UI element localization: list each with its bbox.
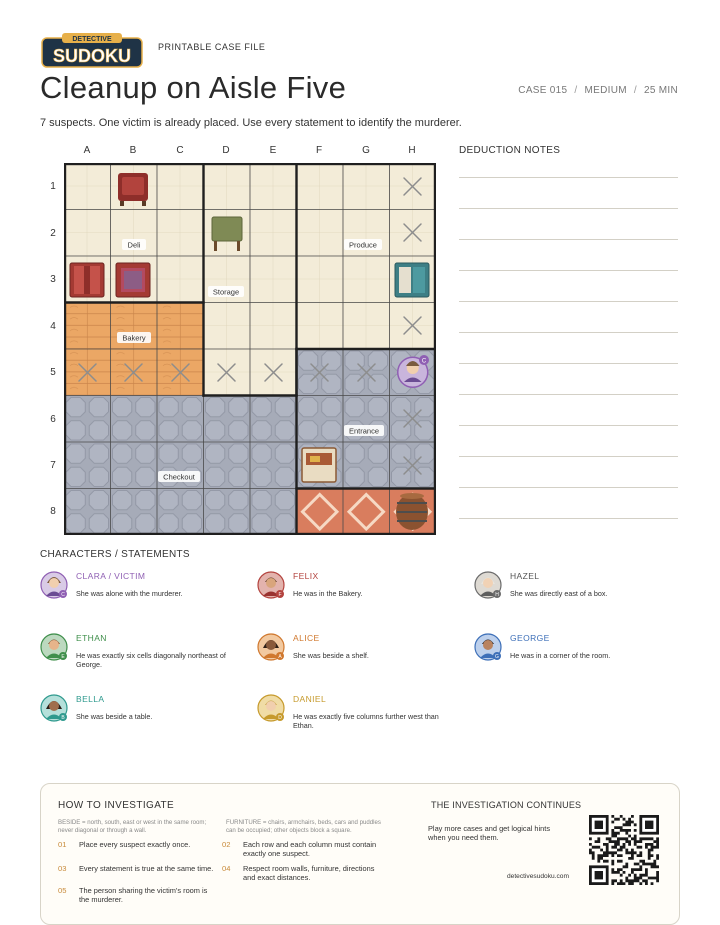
avatar-bella [40, 694, 68, 722]
character-statement: He was exactly six cells diagonally northeast of George. [76, 651, 226, 669]
room-checkout [64, 396, 297, 536]
avatar-badge: A [278, 654, 282, 660]
rule-text: The person sharing the victim's room is the murderer. [79, 886, 208, 904]
character-statement: She was beside a table. [76, 712, 153, 721]
cash-register-f7 [302, 448, 336, 482]
rule-number: 03 [58, 864, 67, 873]
room-label-checkout: Checkout [163, 472, 195, 482]
avatar-clara [40, 571, 68, 599]
character-statement: She was directly east of a box. [510, 589, 608, 598]
note-line[interactable] [459, 363, 678, 364]
row-label: 2 [50, 228, 56, 239]
note-line[interactable] [459, 239, 678, 240]
rule-number: 05 [58, 886, 67, 895]
case-duration: 25 MIN [643, 85, 678, 96]
row-label: 4 [50, 321, 56, 332]
rule-text: Each row and each column must contain exactly one suspect. [243, 840, 377, 858]
note-line[interactable] [459, 456, 678, 457]
continues-text: Play more cases and get logical hints when you need them. [428, 824, 551, 842]
qr-finder [645, 821, 653, 829]
row-label: 3 [50, 274, 56, 285]
character-name: BELLA [76, 694, 105, 704]
note-line[interactable] [459, 394, 678, 395]
avatar-badge: E [61, 654, 65, 660]
rule-text: Respect room walls, furniture, directions and exact distances. [243, 864, 375, 882]
shelf-a3 [70, 263, 104, 297]
column-label: G [362, 145, 370, 156]
room-label-storage: Storage [212, 287, 240, 297]
case-meta [518, 85, 678, 96]
logo-top-text: DETECTIVE [72, 36, 112, 43]
detective-sudoku-logo [40, 33, 144, 69]
room-label-bakery: Bakery [122, 333, 146, 343]
intro-text: 7 suspects. One victim is already placed. Use every statement to identify the murderer. [40, 117, 462, 129]
column-label: B [129, 145, 137, 156]
note-line[interactable] [459, 270, 678, 271]
row-label: 1 [50, 181, 56, 192]
character-statement: He was in the Bakery. [293, 589, 363, 598]
rule-number: 02 [222, 840, 231, 849]
room-label-produce: Produce [349, 240, 377, 250]
victim-badge: C [421, 358, 427, 365]
avatar-badge: C [61, 592, 65, 598]
case-file-label: PRINTABLE CASE FILE [158, 42, 266, 52]
character-statement: She was beside a shelf. [293, 651, 369, 660]
note-line[interactable] [459, 487, 678, 488]
character-name: CLARA / VICTIM [76, 571, 146, 581]
character-name: HAZEL [510, 571, 540, 581]
column-label: A [83, 145, 91, 156]
character-name: FELIX [293, 571, 319, 581]
row-label: 6 [50, 414, 56, 425]
column-label: F [315, 145, 323, 156]
rule-text: Place every suspect exactly once. [79, 840, 191, 849]
room-label-deli: Deli [127, 240, 141, 250]
character-statement: She was alone with the murderer. [76, 589, 183, 598]
logo-main-text: SUDOKU [52, 46, 132, 66]
fridge-h3 [395, 263, 429, 297]
avatar-ethan [40, 633, 68, 661]
qr-code[interactable] [589, 815, 659, 885]
character-name: ALICE [293, 633, 320, 643]
characters-title: CHARACTERS / STATEMENTS [40, 549, 190, 560]
continues-title: THE INVESTIGATION CONTINUES [431, 800, 582, 810]
column-label: C [176, 145, 184, 156]
furniture-definition: FURNITURE = chairs, armchairs, beds, cars and puddles can be occupied; other objects block a square. [226, 819, 381, 834]
avatar-george [474, 633, 502, 661]
beside-definition: BESIDE = north, south, east or west in the same room; never diagonal or through a wall. [58, 819, 207, 834]
meta-separator: / [633, 85, 637, 96]
rule-number: 04 [222, 864, 231, 873]
avatar-badge: D [278, 715, 282, 721]
note-line[interactable] [459, 425, 678, 426]
case-difficulty: MEDIUM [584, 85, 627, 96]
note-line[interactable] [459, 208, 678, 209]
column-label: H [408, 145, 416, 156]
note-line[interactable] [459, 332, 678, 333]
avatar-daniel [257, 694, 285, 722]
column-label: D [222, 145, 230, 156]
case-title: Cleanup on Aisle Five [40, 70, 347, 105]
note-line[interactable] [459, 301, 678, 302]
column-label: E [269, 145, 277, 156]
character-statement: He was exactly five columns further west than Ethan. [293, 712, 439, 730]
qr-finder [595, 871, 603, 879]
puzzle-board[interactable] [64, 163, 436, 535]
row-label: 8 [50, 506, 56, 517]
website-link[interactable]: detectivesudoku.com [507, 873, 569, 880]
character-statement: He was in a corner of the room. [510, 651, 611, 660]
note-line[interactable] [459, 518, 678, 519]
character-name: GEORGE [510, 633, 550, 643]
case-number: CASE 015 [518, 85, 568, 96]
avatar-badge: G [495, 654, 499, 660]
character-name: ETHAN [76, 633, 107, 643]
row-label: 7 [50, 460, 56, 471]
how-to-title: HOW TO INVESTIGATE [58, 800, 175, 811]
character-name: DANIEL [293, 694, 327, 704]
rule-text: Every statement is true at the same time. [79, 864, 214, 873]
room-label-entrance: Entrance [348, 426, 380, 436]
avatar-badge: F [278, 592, 282, 598]
box-b3 [116, 263, 150, 297]
qr-finder [595, 821, 603, 829]
meta-separator: / [574, 85, 578, 96]
avatar-badge: B [61, 715, 65, 721]
row-label: 5 [50, 367, 56, 378]
note-line[interactable] [459, 177, 678, 178]
avatar-badge: H [495, 592, 499, 598]
deduction-notes-title: DEDUCTION NOTES [459, 145, 561, 156]
avatar-alice [257, 633, 285, 661]
rule-number: 01 [58, 840, 67, 849]
avatar-felix [257, 571, 285, 599]
avatar-hazel [474, 571, 502, 599]
